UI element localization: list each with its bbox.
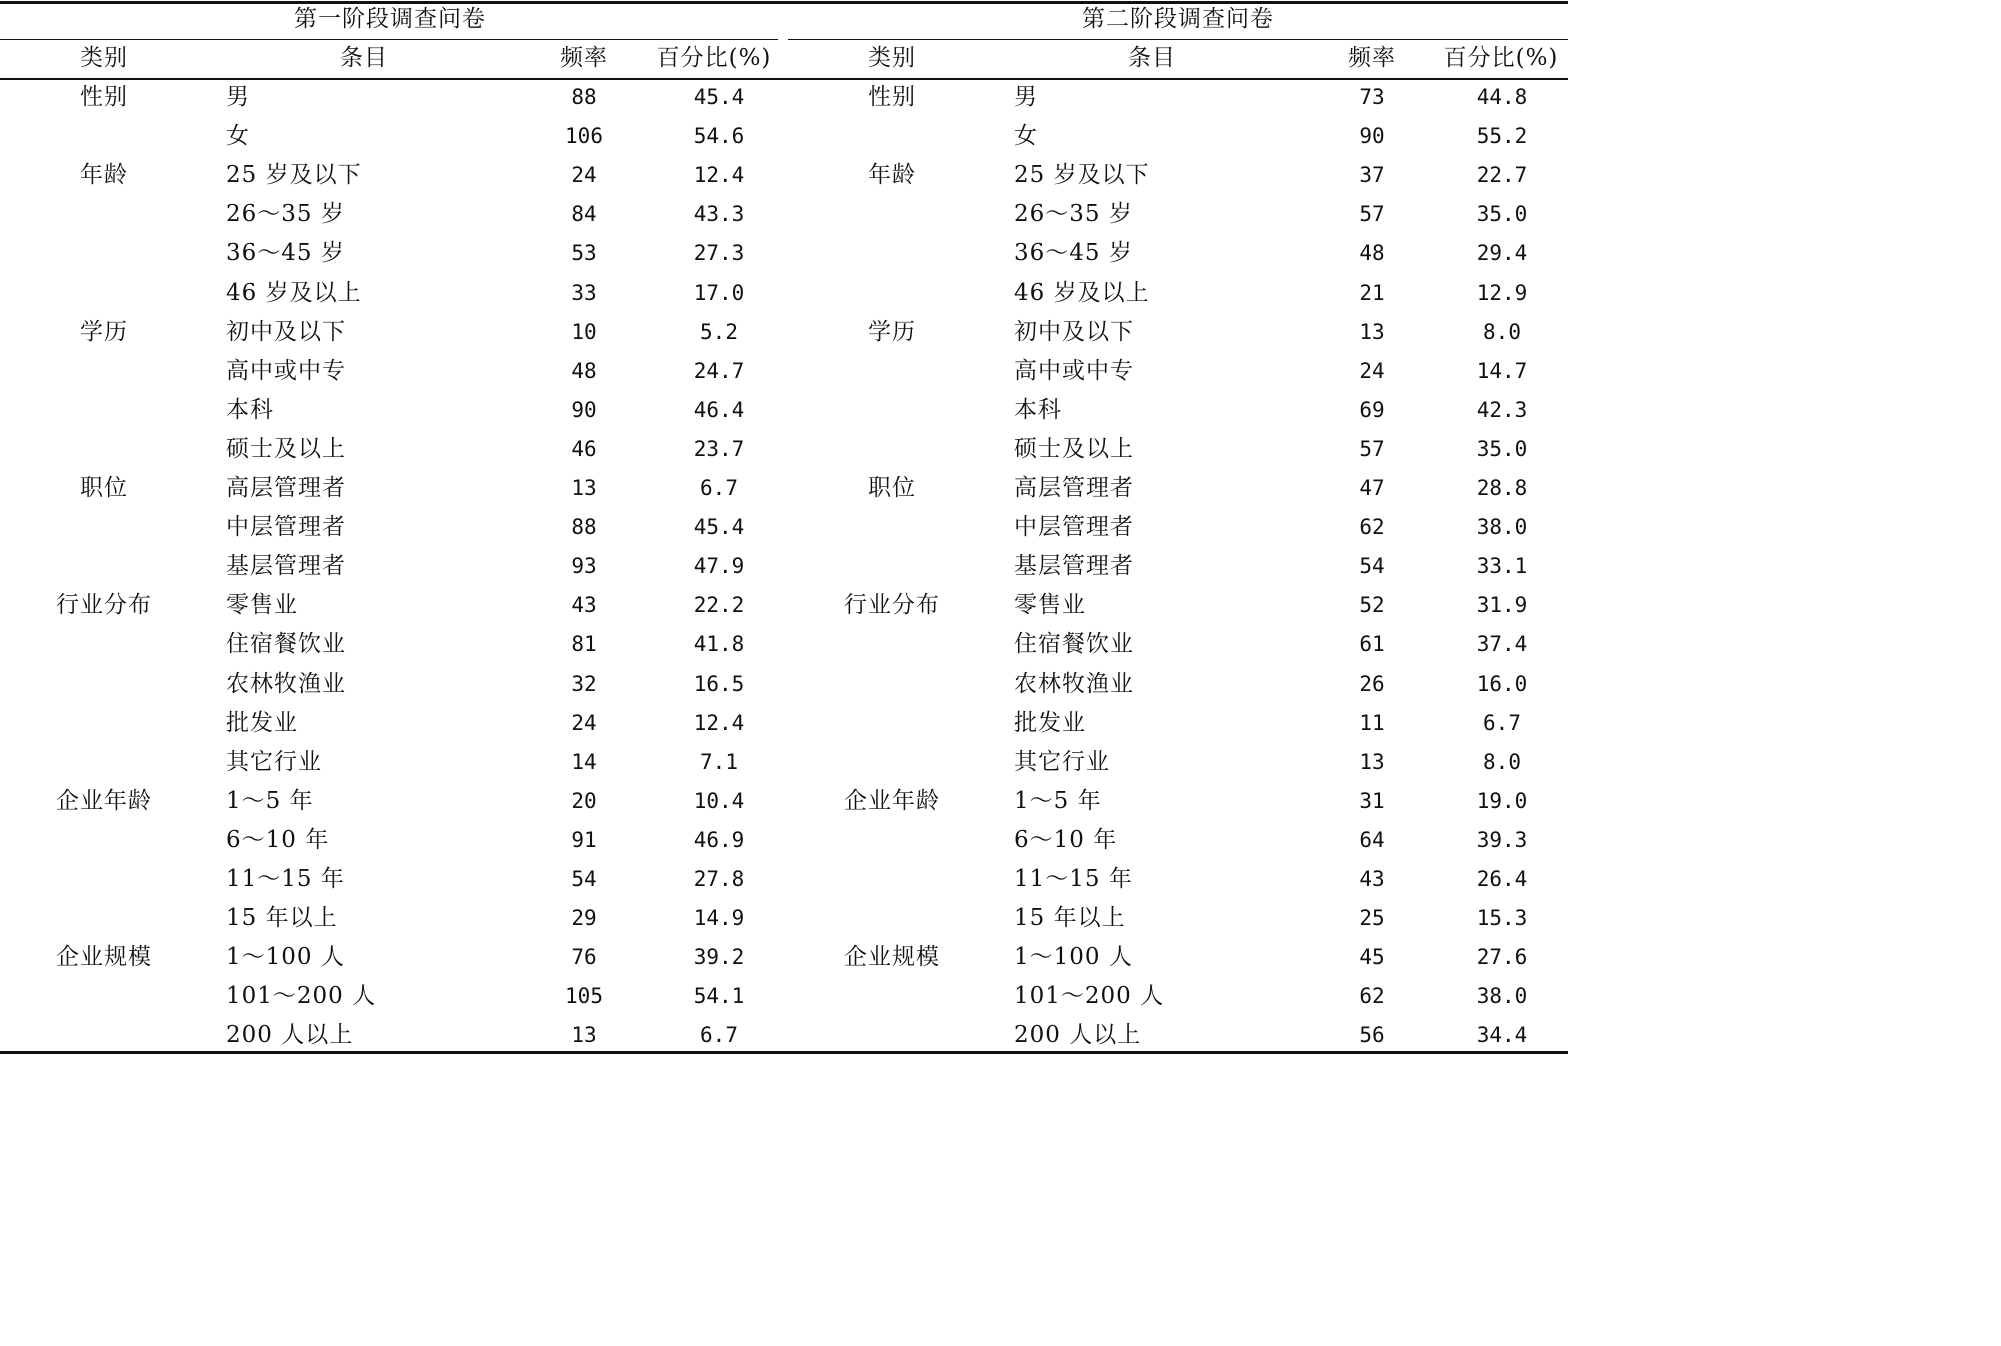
row-category: 性别 bbox=[868, 84, 916, 110]
row-frequency: 26 bbox=[1359, 672, 1385, 696]
row-percent: 29.4 bbox=[1476, 241, 1528, 265]
row-frequency: 25 bbox=[1359, 906, 1385, 930]
row-item: 高层管理者 bbox=[226, 475, 346, 501]
row-item: 零售业 bbox=[1014, 592, 1086, 618]
row-frequency: 20 bbox=[571, 789, 597, 813]
column-header-frequency: 频率 bbox=[1348, 45, 1396, 71]
row-frequency: 24 bbox=[571, 163, 597, 187]
row-percent: 12.4 bbox=[693, 163, 745, 187]
row-percent: 46.4 bbox=[693, 398, 745, 422]
row-item: 6～10 年 bbox=[1014, 827, 1118, 853]
column-header-category: 类别 bbox=[80, 45, 128, 71]
row-frequency: 69 bbox=[1359, 398, 1385, 422]
row-percent: 35.0 bbox=[1476, 202, 1528, 226]
row-percent: 38.0 bbox=[1476, 515, 1528, 539]
row-item: 101～200 人 bbox=[226, 983, 377, 1009]
row-frequency: 43 bbox=[571, 593, 597, 617]
row-item: 女 bbox=[226, 123, 250, 149]
row-category: 企业规模 bbox=[844, 944, 940, 970]
row-frequency: 106 bbox=[565, 124, 603, 148]
row-item: 200 人以上 bbox=[1014, 1022, 1142, 1048]
row-frequency: 73 bbox=[1359, 85, 1385, 109]
row-item: 基层管理者 bbox=[1014, 553, 1134, 579]
row-frequency: 37 bbox=[1359, 163, 1385, 187]
row-percent: 19.0 bbox=[1476, 789, 1528, 813]
row-percent: 16.0 bbox=[1476, 672, 1528, 696]
row-percent: 27.6 bbox=[1476, 945, 1528, 969]
row-percent: 27.3 bbox=[693, 241, 745, 265]
row-percent: 31.9 bbox=[1476, 593, 1528, 617]
row-item: 农林牧渔业 bbox=[226, 671, 346, 697]
row-percent: 7.1 bbox=[700, 750, 738, 774]
row-percent: 43.3 bbox=[693, 202, 745, 226]
row-percent: 28.8 bbox=[1476, 476, 1528, 500]
row-frequency: 43 bbox=[1359, 867, 1385, 891]
row-frequency: 62 bbox=[1359, 984, 1385, 1008]
row-frequency: 90 bbox=[571, 398, 597, 422]
row-frequency: 93 bbox=[571, 554, 597, 578]
row-item: 批发业 bbox=[1014, 710, 1086, 736]
row-frequency: 13 bbox=[1359, 320, 1385, 344]
row-item: 1～100 人 bbox=[1014, 944, 1133, 970]
row-frequency: 48 bbox=[571, 359, 597, 383]
row-percent: 35.0 bbox=[1476, 437, 1528, 461]
row-frequency: 88 bbox=[571, 85, 597, 109]
row-category: 年龄 bbox=[80, 162, 128, 188]
row-item: 26～35 岁 bbox=[226, 201, 345, 227]
row-frequency: 33 bbox=[571, 281, 597, 305]
row-category: 年龄 bbox=[868, 162, 916, 188]
panel-title: 第二阶段调查问卷 bbox=[1082, 6, 1274, 32]
row-item: 1～5 年 bbox=[1014, 788, 1102, 814]
row-percent: 41.8 bbox=[693, 632, 745, 656]
row-item: 其它行业 bbox=[226, 749, 322, 775]
row-item: 46 岁及以上 bbox=[1014, 280, 1150, 306]
row-item: 硕士及以上 bbox=[1014, 436, 1134, 462]
row-percent: 23.7 bbox=[693, 437, 745, 461]
row-frequency: 81 bbox=[571, 632, 597, 656]
row-item: 初中及以下 bbox=[226, 319, 346, 345]
row-percent: 46.9 bbox=[693, 828, 745, 852]
row-frequency: 13 bbox=[571, 1023, 597, 1047]
row-frequency: 13 bbox=[571, 476, 597, 500]
row-percent: 22.2 bbox=[693, 593, 745, 617]
row-category: 企业年龄 bbox=[56, 788, 152, 814]
row-item: 本科 bbox=[226, 397, 274, 423]
row-percent: 47.9 bbox=[693, 554, 745, 578]
row-item: 男 bbox=[226, 84, 250, 110]
row-item: 101～200 人 bbox=[1014, 983, 1165, 1009]
row-frequency: 14 bbox=[571, 750, 597, 774]
row-item: 硕士及以上 bbox=[226, 436, 346, 462]
row-item: 高中或中专 bbox=[226, 358, 346, 384]
row-item: 11～15 年 bbox=[1014, 866, 1133, 892]
row-frequency: 46 bbox=[571, 437, 597, 461]
row-category: 行业分布 bbox=[844, 592, 940, 618]
row-percent: 44.8 bbox=[1476, 85, 1528, 109]
row-frequency: 53 bbox=[571, 241, 597, 265]
row-item: 初中及以下 bbox=[1014, 319, 1134, 345]
row-item: 11～15 年 bbox=[226, 866, 345, 892]
panel-title: 第一阶段调查问卷 bbox=[294, 6, 486, 32]
row-category: 职位 bbox=[868, 475, 916, 501]
row-percent: 22.7 bbox=[1476, 163, 1528, 187]
row-frequency: 91 bbox=[571, 828, 597, 852]
row-frequency: 32 bbox=[571, 672, 597, 696]
row-category: 学历 bbox=[80, 319, 128, 345]
row-frequency: 88 bbox=[571, 515, 597, 539]
row-percent: 39.2 bbox=[693, 945, 745, 969]
row-item: 住宿餐饮业 bbox=[1014, 631, 1134, 657]
row-percent: 27.8 bbox=[693, 867, 745, 891]
row-frequency: 21 bbox=[1359, 281, 1385, 305]
row-frequency: 76 bbox=[571, 945, 597, 969]
row-percent: 54.1 bbox=[693, 984, 745, 1008]
row-percent: 5.2 bbox=[700, 320, 738, 344]
row-frequency: 56 bbox=[1359, 1023, 1385, 1047]
row-frequency: 57 bbox=[1359, 437, 1385, 461]
row-percent: 8.0 bbox=[1483, 750, 1521, 774]
row-frequency: 11 bbox=[1359, 711, 1385, 735]
row-category: 学历 bbox=[868, 319, 916, 345]
row-percent: 39.3 bbox=[1476, 828, 1528, 852]
row-item: 高层管理者 bbox=[1014, 475, 1134, 501]
row-category: 企业规模 bbox=[56, 944, 152, 970]
row-frequency: 47 bbox=[1359, 476, 1385, 500]
row-percent: 45.4 bbox=[693, 85, 745, 109]
row-percent: 6.7 bbox=[1483, 711, 1521, 735]
row-item: 住宿餐饮业 bbox=[226, 631, 346, 657]
table-top-rule bbox=[0, 1, 1568, 4]
row-item: 农林牧渔业 bbox=[1014, 671, 1134, 697]
row-percent: 14.9 bbox=[693, 906, 745, 930]
row-item: 基层管理者 bbox=[226, 553, 346, 579]
row-frequency: 45 bbox=[1359, 945, 1385, 969]
row-percent: 37.4 bbox=[1476, 632, 1528, 656]
row-percent: 16.5 bbox=[693, 672, 745, 696]
row-percent: 45.4 bbox=[693, 515, 745, 539]
row-item: 15 年以上 bbox=[1014, 905, 1126, 931]
row-item: 批发业 bbox=[226, 710, 298, 736]
row-percent: 54.6 bbox=[693, 124, 745, 148]
row-category: 性别 bbox=[80, 84, 128, 110]
row-item: 男 bbox=[1014, 84, 1038, 110]
row-item: 36～45 岁 bbox=[1014, 240, 1133, 266]
row-frequency: 64 bbox=[1359, 828, 1385, 852]
column-header-percent: 百分比(%) bbox=[656, 45, 772, 71]
row-frequency: 52 bbox=[1359, 593, 1385, 617]
row-item: 15 年以上 bbox=[226, 905, 338, 931]
row-frequency: 24 bbox=[571, 711, 597, 735]
row-category: 职位 bbox=[80, 475, 128, 501]
column-header-item: 条目 bbox=[1128, 45, 1176, 71]
row-item: 1～100 人 bbox=[226, 944, 345, 970]
row-percent: 10.4 bbox=[693, 789, 745, 813]
column-header-frequency: 频率 bbox=[560, 45, 608, 71]
row-percent: 33.1 bbox=[1476, 554, 1528, 578]
row-frequency: 105 bbox=[565, 984, 603, 1008]
column-header-percent: 百分比(%) bbox=[1443, 45, 1559, 71]
row-percent: 24.7 bbox=[693, 359, 745, 383]
row-percent: 55.2 bbox=[1476, 124, 1528, 148]
row-percent: 6.7 bbox=[700, 1023, 738, 1047]
row-frequency: 54 bbox=[1359, 554, 1385, 578]
row-frequency: 13 bbox=[1359, 750, 1385, 774]
row-frequency: 90 bbox=[1359, 124, 1385, 148]
row-item: 46 岁及以上 bbox=[226, 280, 362, 306]
row-item: 6～10 年 bbox=[226, 827, 330, 853]
row-item: 其它行业 bbox=[1014, 749, 1110, 775]
row-percent: 15.3 bbox=[1476, 906, 1528, 930]
row-item: 1～5 年 bbox=[226, 788, 314, 814]
row-frequency: 29 bbox=[571, 906, 597, 930]
row-item: 200 人以上 bbox=[226, 1022, 354, 1048]
row-percent: 42.3 bbox=[1476, 398, 1528, 422]
row-percent: 8.0 bbox=[1483, 320, 1521, 344]
row-item: 中层管理者 bbox=[226, 514, 346, 540]
row-percent: 12.4 bbox=[693, 711, 745, 735]
row-frequency: 31 bbox=[1359, 789, 1385, 813]
row-item: 25 岁及以下 bbox=[1014, 162, 1150, 188]
row-frequency: 57 bbox=[1359, 202, 1385, 226]
row-frequency: 62 bbox=[1359, 515, 1385, 539]
row-category: 行业分布 bbox=[56, 592, 152, 618]
row-percent: 12.9 bbox=[1476, 281, 1528, 305]
row-percent: 6.7 bbox=[700, 476, 738, 500]
row-percent: 17.0 bbox=[693, 281, 745, 305]
row-item: 本科 bbox=[1014, 397, 1062, 423]
column-header-item: 条目 bbox=[340, 45, 388, 71]
row-frequency: 84 bbox=[571, 202, 597, 226]
row-percent: 14.7 bbox=[1476, 359, 1528, 383]
row-item: 36～45 岁 bbox=[226, 240, 345, 266]
row-item: 中层管理者 bbox=[1014, 514, 1134, 540]
row-item: 25 岁及以下 bbox=[226, 162, 362, 188]
row-item: 零售业 bbox=[226, 592, 298, 618]
row-percent: 26.4 bbox=[1476, 867, 1528, 891]
row-percent: 34.4 bbox=[1476, 1023, 1528, 1047]
row-item: 26～35 岁 bbox=[1014, 201, 1133, 227]
row-frequency: 10 bbox=[571, 320, 597, 344]
row-frequency: 54 bbox=[571, 867, 597, 891]
row-frequency: 61 bbox=[1359, 632, 1385, 656]
row-frequency: 48 bbox=[1359, 241, 1385, 265]
row-item: 女 bbox=[1014, 123, 1038, 149]
row-frequency: 24 bbox=[1359, 359, 1385, 383]
row-category: 企业年龄 bbox=[844, 788, 940, 814]
column-header-category: 类别 bbox=[868, 45, 916, 71]
row-percent: 38.0 bbox=[1476, 984, 1528, 1008]
row-item: 高中或中专 bbox=[1014, 358, 1134, 384]
